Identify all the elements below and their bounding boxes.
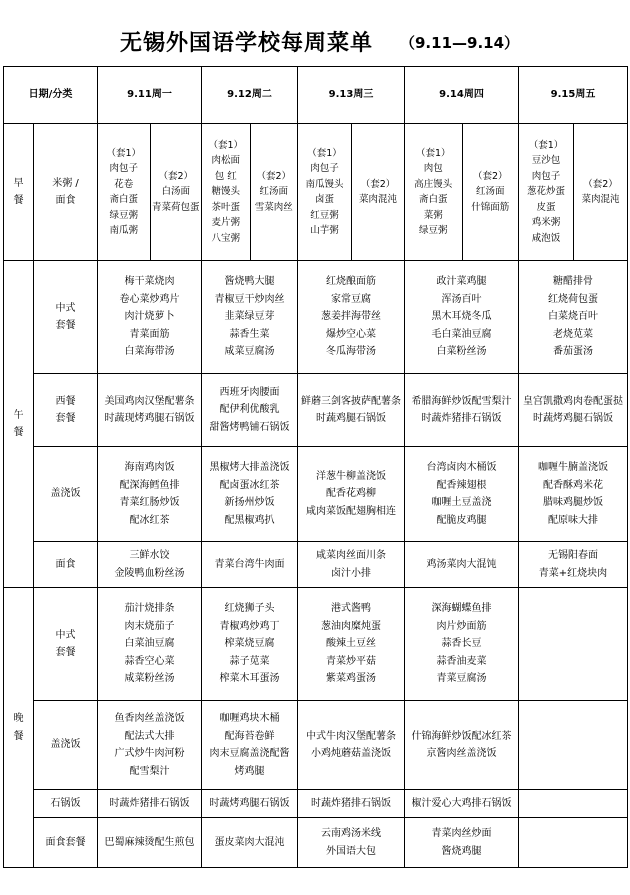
dish-item: 高庄馒头: [414, 178, 453, 190]
breakfast-row: [4, 124, 628, 261]
lunch-noodle-row: [4, 542, 628, 588]
breakfast-set-1: [98, 124, 151, 260]
dish-item: 南瓜馒头: [305, 178, 344, 190]
dish-item: 时蔬烤鸡腿石锅饭: [533, 413, 613, 424]
breakfast-combo: [298, 124, 404, 260]
dish-item: 青椒豆干炒肉丝: [214, 293, 285, 305]
day-header: 9.14周四: [405, 67, 519, 124]
dish-item: 红汤面: [259, 186, 288, 198]
dish-item: 外国语大包: [326, 845, 376, 857]
meal-label-lunch: 午 餐: [4, 261, 34, 588]
breakfast-set-1: [519, 124, 574, 260]
category-gaifan: 盖浇饭: [34, 701, 98, 790]
dish-item: 青菜红肠炒饭: [119, 497, 180, 508]
dish-item: 咖喱土豆盖浇: [431, 497, 492, 508]
dish-item: 烤鸡腿: [234, 765, 265, 777]
menu-cell: [405, 374, 519, 447]
dish-item: 鱼香肉丝盖浇饭: [114, 713, 185, 724]
dish-item: （套2）: [256, 170, 292, 182]
dish-item: 黑木耳烧冬瓜: [431, 311, 492, 323]
dish-item: 卤蛋: [314, 194, 334, 205]
dish-item: 糖醋排骨: [553, 276, 593, 288]
dish-item: 白菜油豆腐: [124, 638, 175, 650]
dish-item: 菜肉混沌: [358, 194, 397, 205]
breakfast-set-1: [298, 124, 352, 260]
breakfast-combo: [202, 124, 297, 260]
dish-item: 皇宫凯撒鸡肉卷配蛋挞: [523, 395, 623, 407]
dish-item: 海南鸡肉饭: [124, 462, 175, 473]
dish-item: 绿豆粥: [109, 209, 138, 221]
dish-item: 中式牛肉汉堡配薯条: [306, 730, 396, 742]
dish-item: 韭菜绿豆芽: [224, 311, 275, 323]
dish-item: 青菜豆腐汤: [436, 673, 487, 685]
day-header: 9.13周三: [298, 67, 405, 124]
menu-cell: [202, 701, 298, 790]
dish-item: 配冰红茶: [129, 514, 170, 526]
dish-item: 椒汁爱心大鸡排石锅饭: [411, 797, 512, 809]
day-header: 9.12周二: [202, 67, 298, 124]
weekly-menu-table: [3, 66, 628, 868]
menu-cell: [405, 447, 519, 542]
menu-cell: [298, 588, 405, 701]
dish-item: 配脆皮鸡腿: [436, 514, 487, 526]
dish-item: （套2）: [360, 178, 396, 190]
dish-item: 葱油肉糜炖蛋: [321, 620, 381, 632]
dish-item: 菜肉混沌: [581, 194, 620, 205]
dish-item: 美国鸡肉汉堡配薯条: [104, 395, 195, 407]
dish-item: 白菜粉丝汤: [436, 346, 487, 358]
menu-cell: [519, 542, 628, 588]
dish-item: 蒜香油麦菜: [436, 655, 487, 667]
dish-item: （套2）: [158, 170, 194, 182]
dish-item: 红烧狮子头: [224, 603, 275, 615]
dish-item: 时蔬炸猪排石锅饭: [421, 413, 502, 424]
header-corner: 日期/分类: [4, 67, 98, 124]
dinner-stonepot-row: [4, 790, 628, 818]
dish-item: 时蔬炸猪排石锅饭: [109, 797, 190, 809]
menu-cell: [519, 588, 628, 701]
dish-item: 巴蜀麻辣烫配生煎包: [104, 836, 195, 848]
dish-item: 茶叶蛋: [211, 201, 240, 213]
dish-item: 麦片粥: [211, 217, 240, 229]
menu-cell: [405, 588, 519, 701]
breakfast-cell: [405, 124, 519, 261]
dish-item: 西班牙肉腰面: [219, 386, 280, 398]
dish-item: 青菜炒平菇: [326, 655, 376, 667]
dish-item: 配深海鳕鱼排: [119, 479, 180, 491]
dish-item: 小鸡炖蘑菇盖浇饭: [311, 748, 391, 759]
breakfast-set-2: [151, 124, 202, 260]
dish-item: 时蔬鸡腿石锅饭: [316, 413, 386, 424]
dish-item: 青菜台湾牛肉面: [214, 558, 285, 570]
menu-cell: [98, 261, 202, 374]
dish-item: 新扬州炒饭: [224, 497, 275, 508]
dish-item: 政汁菜鸡腿: [436, 276, 487, 288]
breakfast-combo: [405, 124, 518, 260]
dish-item: 肉包子: [531, 170, 561, 182]
dish-item: 咖喱鸡块木桶: [219, 713, 280, 724]
dish-item: 配黑椒鸡扒: [224, 514, 275, 526]
dish-item: 肉松面: [211, 155, 240, 167]
dish-item: （套1）: [106, 147, 142, 159]
meal-label-dinner: 晚 餐: [4, 588, 34, 868]
menu-cell: [202, 588, 298, 701]
dish-item: 豆沙包: [531, 155, 561, 167]
dish-item: 配香花鸡柳: [326, 488, 376, 500]
dish-item: （套2）: [583, 178, 618, 190]
menu-cell: [298, 261, 405, 374]
menu-cell: [98, 818, 202, 868]
dish-item: 红烧酿面筋: [326, 276, 376, 288]
breakfast-cell: [519, 124, 628, 261]
dish-item: 葱姜拌海带丝: [321, 311, 381, 323]
menu-cell: [405, 261, 519, 374]
dish-item: 酱烧鸡腿: [441, 845, 482, 857]
dish-item: 雪菜肉丝: [254, 201, 293, 213]
dish-item: （套1）: [415, 147, 451, 159]
page-title: 无锡外国语学校每周菜单: [120, 31, 374, 56]
dish-item: 青菜+红烧块肉: [538, 567, 608, 579]
category-stonepot: 石锅饭: [34, 790, 98, 818]
dish-item: 紫菜鸡蛋汤: [326, 673, 376, 685]
dish-item: 肉片炒面筋: [436, 620, 487, 632]
dish-item: 肉末豆腐盖浇配酱: [209, 748, 290, 759]
menu-cell: [298, 818, 405, 868]
dish-item: 配卤蛋冰红茶: [219, 479, 280, 491]
dish-item: 港式酱鸭: [331, 603, 371, 615]
dish-item: 京酱肉丝盖浇饭: [426, 748, 497, 759]
dish-item: 糖馒头: [211, 186, 240, 198]
dish-item: 榨菜烧豆腐: [224, 638, 275, 650]
dish-item: 三鲜水饺: [129, 550, 170, 561]
dish-item: 冬瓜海带汤: [326, 346, 376, 358]
breakfast-set-2: [352, 124, 404, 260]
dish-item: 红汤面: [475, 186, 505, 198]
dish-item: 鸡米粥: [531, 217, 561, 229]
dish-item: 深海蝴蝶鱼排: [431, 603, 492, 615]
dish-item: （套1）: [208, 139, 244, 151]
day-header: 9.15周五: [519, 67, 628, 124]
dish-item: 配原味大排: [548, 514, 598, 526]
dish-item: 青椒鸡炒鸡丁: [219, 620, 280, 632]
dish-item: 老烧苋菜: [553, 328, 593, 340]
dinner-noodle-row: [4, 818, 628, 868]
menu-cell: [202, 790, 298, 818]
menu-cell: [98, 701, 202, 790]
dinner-gaifan-row: [4, 701, 628, 790]
dish-item: （套2）: [472, 170, 508, 182]
dish-item: 葱花炒蛋: [526, 186, 565, 198]
dish-item: 肉汁烧萝卜: [124, 311, 175, 323]
lunch-gaifan-row: [4, 447, 628, 542]
dish-item: 蒜香生菜: [229, 328, 270, 340]
category-western-set: 西餐 套餐: [34, 374, 98, 447]
header-row: [4, 67, 628, 124]
dish-item: 青菜荷包蛋: [151, 201, 200, 213]
dish-item: 花卷: [114, 178, 134, 190]
dish-item: 腊味鸡腿炒饭: [543, 497, 603, 508]
menu-cell: [519, 701, 628, 790]
breakfast-set-2: [463, 124, 519, 260]
dish-item: 蒜香空心菜: [124, 655, 175, 667]
dish-item: 咸菜豆腐汤: [224, 346, 275, 358]
dish-item: 金陵鸭血粉丝汤: [114, 567, 185, 579]
menu-cell: [298, 790, 405, 818]
dish-item: 蒜子苋菜: [229, 655, 270, 667]
dish-item: 时蔬炸猪排石锅饭: [311, 797, 391, 809]
dish-item: 鲜蘑三剑客披萨配薯条: [301, 395, 401, 407]
dish-item: 家常豆腐: [331, 293, 371, 305]
breakfast-combo: [98, 124, 201, 260]
menu-cell: [405, 818, 519, 868]
dish-item: 卷心菜炒鸡片: [119, 293, 180, 305]
menu-cell: [98, 542, 202, 588]
breakfast-cell: [298, 124, 405, 261]
dish-item: 青菜肉丝炒面: [431, 828, 492, 839]
dish-item: 什锦海鲜炒饭配冰红茶: [411, 730, 512, 742]
dish-item: 配海苔卷鲜: [224, 730, 275, 742]
dish-item: 青菜面筋: [129, 328, 170, 340]
dish-item: 广式炒牛肉河粉: [114, 748, 185, 759]
dish-item: 肉包子: [310, 163, 339, 174]
dish-item: 肉包子: [109, 163, 138, 174]
breakfast-cell: [202, 124, 298, 261]
dish-item: 黑椒烤大排盖浇饭: [209, 462, 290, 473]
dish-item: 洋葱牛柳盖浇饭: [316, 470, 386, 482]
breakfast-cell: [98, 124, 202, 261]
menu-cell: [98, 588, 202, 701]
dish-item: 什锦面筋: [471, 201, 510, 213]
date-range: （9.11—9.14）: [400, 34, 520, 52]
dish-item: 蛋皮菜肉大混沌: [214, 836, 285, 848]
dish-item: 山芋粥: [310, 225, 339, 236]
category-noodle: 面食: [34, 542, 98, 588]
dish-item: 咸菜肉丝面川条: [316, 550, 386, 561]
breakfast-set-1: [202, 124, 251, 260]
lunch-chinese-row: [4, 261, 628, 374]
menu-cell: [519, 374, 628, 447]
menu-cell: [405, 790, 519, 818]
breakfast-set-1: [405, 124, 463, 260]
dish-item: 云南鸡汤米线: [321, 828, 381, 839]
dish-item: （套1）: [528, 139, 564, 151]
lunch-western-row: [4, 374, 628, 447]
dish-item: 无锡阳春面: [548, 550, 598, 561]
dish-item: 配香酥鸡米花: [543, 479, 603, 491]
dish-item: 配香辣翅根: [436, 479, 487, 491]
dish-item: 配法式大排: [124, 730, 175, 742]
dish-item: 爆炒空心菜: [326, 328, 376, 340]
menu-cell: [202, 374, 298, 447]
dish-item: 八宝粥: [211, 232, 240, 244]
dinner-chinese-row: [4, 588, 628, 701]
dish-item: 包 红: [214, 170, 237, 182]
dish-item: 南瓜粥: [109, 225, 138, 236]
dish-item: 番茄蛋汤: [553, 346, 593, 358]
category-chinese-set: 中式 套餐: [34, 261, 98, 374]
dish-item: 甜酱烤鸭铺石锅饭: [209, 421, 290, 433]
dish-item: 咸菜粉丝汤: [124, 673, 175, 685]
dish-item: 梅干菜烧肉: [124, 276, 175, 288]
menu-cell: [98, 790, 202, 818]
menu-cell: [298, 701, 405, 790]
dish-item: 白菜海带汤: [124, 346, 175, 358]
menu-cell: [519, 790, 628, 818]
dish-item: 配雪梨汁: [129, 765, 170, 777]
dish-item: 咸泡饭: [531, 232, 561, 244]
dish-item: 肉末烧茄子: [124, 620, 175, 632]
breakfast-combo: [519, 124, 627, 260]
dish-item: 红烧荷包蛋: [548, 293, 598, 305]
dish-item: 酱烧鸭大腿: [224, 276, 275, 288]
dish-item: 希腊海鲜炒饭配雪梨汁: [411, 395, 512, 407]
dish-item: 浑汤百叶: [441, 293, 482, 305]
dish-item: 卤汁小排: [331, 567, 371, 579]
dish-item: 酸辣土豆丝: [326, 638, 376, 650]
menu-cell: [202, 542, 298, 588]
category-rice-noodle: 米粥 / 面食: [34, 124, 98, 261]
dish-item: 肉包: [423, 163, 443, 174]
menu-cell: [519, 261, 628, 374]
dish-item: 配伊利优酸乳: [219, 404, 280, 416]
day-header: 9.11周一: [98, 67, 202, 124]
dish-item: 菜粥: [423, 209, 443, 221]
dish-item: 皮蛋: [536, 201, 556, 213]
dish-item: 毛白菜油豆腐: [431, 328, 492, 340]
menu-cell: [405, 701, 519, 790]
dish-item: 台湾卤肉木桶饭: [426, 462, 497, 473]
category-noodle-set: 面食套餐: [34, 818, 98, 868]
dish-item: 时蔬烤鸡腿石锅饭: [209, 797, 290, 809]
dish-item: （套1）: [307, 147, 342, 159]
menu-title-bar: [0, 22, 630, 62]
menu-cell: [98, 374, 202, 447]
dish-item: 咸肉菜饭配翅胸相连: [306, 505, 396, 517]
dish-item: 红豆粥: [310, 209, 339, 221]
menu-cell: [98, 447, 202, 542]
dish-item: 鸡汤菜肉大混饨: [426, 558, 497, 570]
menu-cell: [298, 542, 405, 588]
meal-label-breakfast: 早 餐: [4, 124, 34, 261]
dish-item: 白汤面: [161, 186, 190, 198]
dish-item: 斋白蛋: [109, 194, 138, 205]
dish-item: 白菜烧百叶: [548, 311, 598, 323]
menu-cell: [519, 447, 628, 542]
dish-item: 绿豆粥: [418, 225, 448, 236]
dish-item: 茄汁烧排条: [124, 603, 175, 615]
menu-cell: [405, 542, 519, 588]
menu-cell: [202, 261, 298, 374]
dish-item: 咖喱牛腩盖浇饭: [538, 462, 608, 473]
breakfast-set-2: [574, 124, 627, 260]
menu-cell: [202, 818, 298, 868]
category-gaifan: 盖浇饭: [34, 447, 98, 542]
breakfast-set-2: [251, 124, 298, 260]
menu-cell: [298, 447, 405, 542]
category-chinese-set: 中式 套餐: [34, 588, 98, 701]
menu-cell: [519, 818, 628, 868]
menu-cell: [298, 374, 405, 447]
menu-cell: [202, 447, 298, 542]
dish-item: 时蔬现烤鸡腿石锅饭: [104, 413, 195, 424]
dish-item: 斋白蛋: [418, 194, 448, 205]
dish-item: 蒜香长豆: [441, 638, 482, 650]
dish-item: 榨菜木耳蛋汤: [219, 673, 280, 685]
